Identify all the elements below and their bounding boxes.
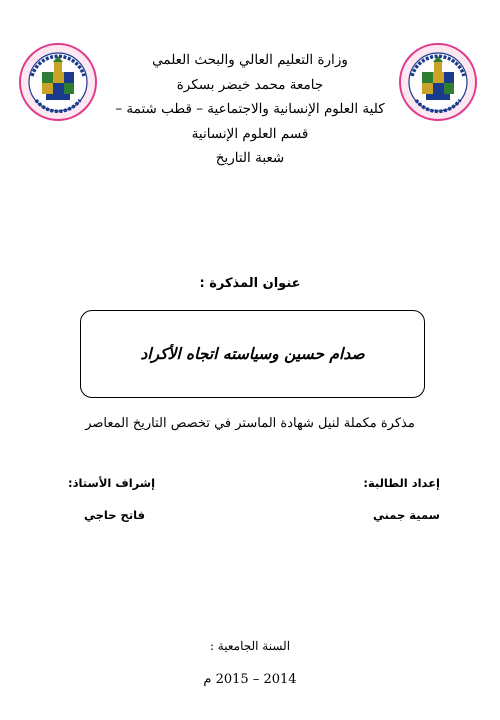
supervisor-name: فاتح حاجي bbox=[84, 508, 145, 522]
university-line: جامعة محمد خيضر بسكرة bbox=[176, 76, 324, 93]
student-label: إعداد الطالبة: bbox=[363, 476, 440, 490]
university-seal-icon bbox=[398, 42, 478, 122]
memo-subtitle: مذكرة مكملة لنيل شهادة الماستر في تخصص التاريخ المعاصر bbox=[85, 416, 415, 431]
academic-year-value: 2014 – 2015 م bbox=[203, 672, 297, 687]
memo-title-box bbox=[80, 310, 425, 398]
institution-header bbox=[100, 48, 400, 171]
ministry-line: وزارة التعليم العالي والبحث العلمي bbox=[152, 52, 348, 68]
supervisor-label: إشراف الأستاذ: bbox=[68, 476, 156, 490]
memo-title-label: عنوان المذكرة : bbox=[199, 276, 301, 291]
student-name: سمية جمني bbox=[372, 508, 440, 522]
university-logo-right bbox=[398, 42, 478, 122]
memo-title: صدام حسين وسياسته اتجاه الأكراد bbox=[140, 345, 365, 363]
university-logo-left bbox=[18, 42, 98, 122]
academic-year-label: السنة الجامعية : bbox=[209, 639, 291, 653]
department-line: قسم العلوم الإنسانية bbox=[191, 125, 309, 142]
faculty-line: كلية العلوم الإنسانية والاجتماعية – قطب شتمة – bbox=[115, 101, 385, 117]
university-seal-icon bbox=[18, 42, 98, 122]
section-line: شعبة التاريخ bbox=[215, 150, 285, 166]
